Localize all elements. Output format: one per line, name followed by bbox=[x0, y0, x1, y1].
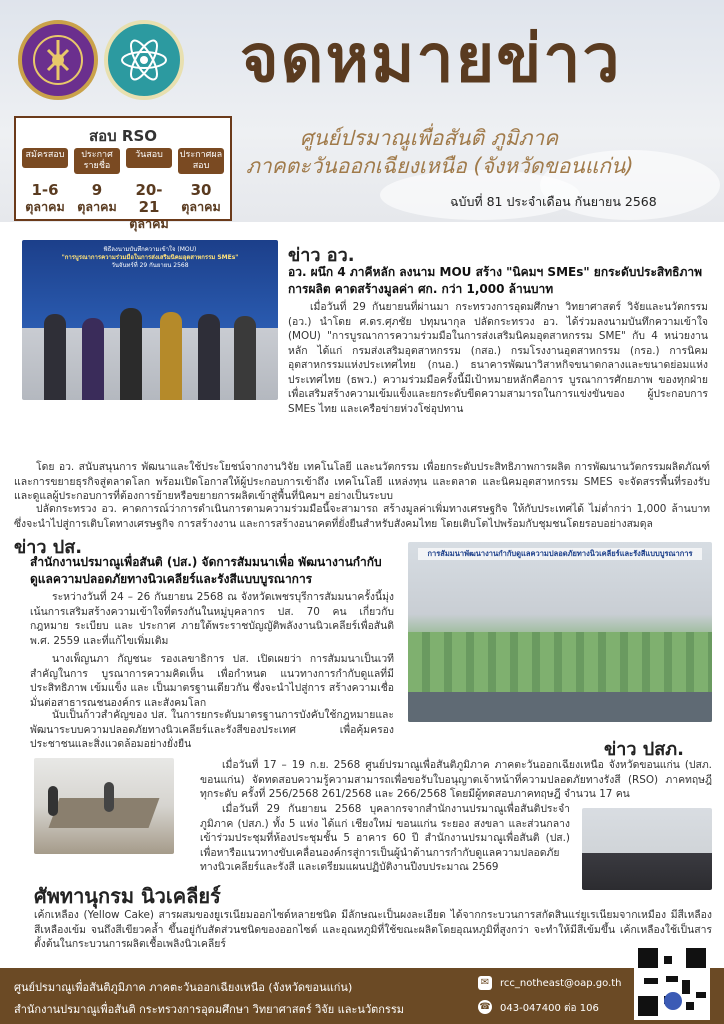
footer bbox=[0, 968, 724, 1024]
glossary-heading: ศัพทานุกรม นิวเคลียร์ bbox=[34, 884, 221, 908]
ps-banner-text: การสัมมนาพัฒนางานกำกับดูแลความปลอดภัยทางนิวเคลียร์และรังสีแบบบูรณาการ bbox=[418, 548, 702, 560]
section-heading-ps: ข่าว ปส. bbox=[14, 537, 83, 558]
regional-meeting-photo bbox=[582, 808, 712, 890]
footer-email[interactable]: rcc_notheast@oap.go.th bbox=[500, 978, 622, 989]
rso-col-month: ตุลาคม bbox=[25, 199, 65, 214]
aw-paragraph-3: ปลัดกระทรวง อว. คาดการณ์ว่าการดำเนินการตามความร่วมมือนี้จะสามารถ สร้างมูลค่าเพิ่มทางเศรษฐกิจ ให้กับประเทศได้ ไม่ต่ำกว่า 1,000 ล้านบาท ซึ่งจะนำไปสู่การเติบโตทางเศรษฐกิจ การสร้างงาน และการสร้างอนาคตที่ยั่งยืนสำหรับสังคมไทย โดยเติบโตไปพร้อมกับชุมชนโดยรอบอย่างสมดุล bbox=[14, 503, 710, 530]
oap-logo bbox=[18, 20, 98, 100]
ps-paragraph-2: นางเพ็ญนภา กัญชนะ รองเลขาธิการ ปส. เปิดเผยว่า การสัมมนาเป็นเวทีสำคัญในการ บูรณาการความคิดเห็น เพื่อกำหนด แนวทางการกำกับดูแลที่มีประสิทธิภาพ เข้มแข็ง และ เป็นมาตรฐานเดียวกัน ซึ่งจะนำไปสู่การ สร้างความเชื่อมั่นต่อสาธารณชนองค์กร และสังคมโลก bbox=[30, 653, 394, 709]
rso-col-value: 9 bbox=[91, 181, 103, 199]
rso-col-exam bbox=[126, 148, 172, 231]
email-icon: ✉ bbox=[478, 976, 492, 990]
ps-headline: สำนักงานปรมาณูเพื่อสันติ (ปส.) จัดการสัมมนาเพื่อ พัฒนางานกำกับดูแลความปลอดภัยทางนิวเคลียร์และรังสีแบบบูรณาการ bbox=[30, 555, 382, 586]
aw-headline: อว. ผนึก 4 ภาคีหลัก ลงนาม MOU สร้าง "นิคมฯ SMEs" ยกระดับประสิทธิภาพการผลิต คาดสร้างมูลค่า ศก. กว่า 1,000 ล้านบาท bbox=[288, 265, 703, 296]
rso-col-head: สมัครสอบ bbox=[22, 148, 68, 168]
ps-paragraph-1: ระหว่างวันที่ 24 – 26 กันยายน 2568 ณ จังหวัดเพชรบุรีการสัมมนาครั้งนี้มุ่งเน้นการเสริมสร้างความเข้าใจที่ตรงกันในหมู่บุคลากร ปส. 70 คน เกี่ยวกับ กฎหมาย ระเบียบ และ ประกาศ ภายใต้พระราชบัญญัติพลังงานนิวเคลียร์เพื่อสันติ พ.ศ. 2559 และที่แก้ไขเพิ่มเติม bbox=[30, 591, 394, 647]
rso-schedule-box bbox=[14, 116, 232, 231]
rso-title: สอบ RSO bbox=[88, 127, 157, 145]
psk-paragraph-2: เมื่อวันที่ 29 กันยายน 2568 บุคลากรจากสำนักงานปรมาณูเพื่อสันติประจำภูมิภาค (ปสภ.) ทั้ง 5 แห่ง ได้แก่ เชียงใหม่ ขอนแก่น ระยอง สงขลา และส่วนกลาง เข้าร่วมประชุมที่ห้องประชุมชั้น 5 อาคาร 60 ปี สำนักงานปรมาณูเพื่อสันติ (ปส.) เพื่อหารือแนวทางขับเคลื่อนองค์กรสู่การเป็นผู้นำด้านการกำกับดูแลความปลอดภัยทางนิวเคลียร์และรังสี และเตรียมแผนปฏิบัติงานปีงบประมาณ 2569 bbox=[200, 803, 570, 873]
rso-col-value: 30 bbox=[190, 181, 212, 199]
ps-paragraph-3: นับเป็นก้าวสำคัญของ ปส. ในการยกระดับมาตรฐานการบังคับใช้กฎหมายและพัฒนาระบบความปลอดภัยทางนิวเคลียร์และรังสีของประเทศ เพื่อคุ้มครองประชาชนและสิ่งแวดล้อมอย่างยั่งยืน bbox=[30, 709, 394, 750]
footer-line1: ศูนย์ปรมาณูเพื่อสันติภูมิภาค ภาคตะวันออกเฉียงเหนือ (จังหวัดขอนแก่น) bbox=[14, 981, 353, 994]
section-heading-psk: ข่าว ปสภ. bbox=[604, 739, 684, 760]
footer-line2: สำนักงานปรมาณูเพื่อสันติ กระทรวงการอุดมศึกษา วิทยาศาสตร์ วิจัย และนวัตกรรม bbox=[14, 1003, 404, 1016]
section-heading-aw: ข่าว อว. bbox=[288, 245, 355, 266]
qr-code[interactable] bbox=[634, 944, 710, 1020]
rso-exam-photo bbox=[34, 758, 174, 854]
subtitle-line1: ศูนย์ปรมาณูเพื่อสันติ ภูมิภาค bbox=[300, 126, 559, 150]
rso-col-month: ตุลาคม bbox=[129, 216, 169, 231]
rso-col-apply bbox=[22, 148, 68, 214]
psk-paragraph-1: เมื่อวันที่ 17 – 19 ก.ย. 2568 ศูนย์ปรมาณูเพื่อสันติภูมิภาค ภาคตะวันออกเฉียงเหนือ จังหวัดขอนแก่น (ปสภ. ขอนแก่น) จัดทดสอบความรู้ความสามารถเพื่อขอรับใบอนุญาตเจ้าหน้าที่ความปลอดภัยทางรังสี (RSO) ภาคทฤษฎี ทุกระดับ ครั้งที่ 256/2568 261/2568 และ 266/2568 โดยมีผู้ทดสอบภาคทฤษฎี จำนวน 17 คน bbox=[200, 759, 712, 800]
mou-signing-photo bbox=[22, 240, 278, 400]
rso-col-value: 20-21 bbox=[135, 181, 163, 216]
banner-line: "การบูรณาการความร่วมมือในการส่งเสริมนิคมอุตสาหกรรม SMEs" bbox=[61, 254, 239, 261]
rso-col-month: ตุลาคม bbox=[181, 199, 221, 214]
footer-phone: 043-047400 ต่อ 106 bbox=[500, 1003, 599, 1014]
rso-col-head: ประกาศผลสอบ bbox=[178, 148, 224, 174]
rso-col-announce bbox=[74, 148, 120, 214]
rso-col-value: 1-6 bbox=[31, 181, 59, 199]
ps-seminar-photo bbox=[408, 542, 712, 722]
phone-icon: ☎ bbox=[479, 1002, 491, 1012]
rso-col-head: ประกาศรายชื่อ bbox=[74, 148, 120, 174]
banner-line: วันจันทร์ที่ 29 กันยายน 2568 bbox=[111, 262, 189, 269]
aw-paragraph-2: โดย อว. สนับสนุนการ พัฒนาและใช้ประโยชน์จากงานวิจัย เทคโนโลยี และนวัตกรรม เพื่อยกระดับประสิทธิภาพการผลิต การพัฒนานวัตกรรมผลิตภัณฑ์ และการขยายธุรกิจสู่ตลาดโลก พร้อมเปิดโอกาสให้ผู้ประกอบการเข้าถึง เทคโนโลยี แหล่งทุน และตลาด และนิคมอุตสาหกรรม SMES จะจัดสรรพื้นที่รองรับและดูแลผู้ประกอบการที่ต้องการย้ายหรือขยายการผลิตเข้าสู่พื้นที่นิคมฯ อย่างเป็นระบบ bbox=[14, 461, 710, 502]
banner-line: พิธีลงนามบันทึกความเข้าใจ (MOU) bbox=[103, 246, 197, 253]
atoms-for-peace-logo bbox=[104, 20, 184, 100]
rso-col-month: ตุลาคม bbox=[77, 199, 117, 214]
photo-banner-text bbox=[28, 246, 272, 270]
aw-paragraph-1: เมื่อวันที่ 29 กันยายนที่ผ่านมา กระทรวงการอุดมศึกษา วิทยาศาสตร์ วิจัยและนวัตกรรม (อว.) นำโดย ศ.ดร.ศุภชัย ปทุมนากุล ปลัดกระทรวง อว. ได้ร่วมลงนามบันทึกความเข้าใจ (MOU) "การบูรณาการความร่วมมือในการส่งเสริมนิคมอุตสาหกรรม SME" กับ 4 หน่วยงานหลัก ได้แก่ กรมส่งเสริมอุตสาหกรรม (กสอ.) กรมโรงงานอุตสาหกรรม (กรอ.) การนิคมอุตสาหกรรมแห่งประเทศไทย (กนอ.) ธนาคารพัฒนาวิสาหกิจขนาดกลางและขนาดย่อมแห่งประเทศไทย (ธพว.) ความร่วมมือครั้งนี้มีเป้าหมายหลักคือการ บูรณาการศักยภาพ ของทุกฝ่าย เพื่อเสริมสร้างความเข้มแข็งและยกระดับขีดความสามารถในการแข่งขันของ ผู้ประกอบการ SMEs ไทย และเครือข่ายห่วงโซ่อุปทาน bbox=[288, 301, 708, 415]
glossary-text: เค้กเหลือง (Yellow Cake) สารผสมของยูเรเนียมออกไซด์หลายชนิด มีลักษณะเป็นผงละเอียด ได้จากกระบวนการสกัดสินแร่ยูเรเนียมจากเหมือง มีสีเหลือง สีเหลืองเข้ม จนถึงสีเขียวคล้ำ ขึ้นอยู่กับสัดส่วนชนิดของออกไซด์ และอุณหภูมิที่ใช้ขณะผลิตโดยอุณหภูมิที่สูงกว่า จะทำให้มีสีเข้มขึ้น เค้กเหลืองใช้เป็นสารตั้งต้นในกระบวนการผลิตเชื้อเพลิงนิวเคลียร์ bbox=[34, 909, 712, 950]
newsletter-title: จดหมายข่าว bbox=[240, 20, 622, 97]
subtitle-line2: ภาคตะวันออกเฉียงเหนือ (จังหวัดขอนแก่น) bbox=[246, 154, 634, 178]
rso-col-result bbox=[178, 148, 224, 214]
issue-number: ฉบับที่ 81 ประจำเดือน กันยายน 2568 bbox=[450, 194, 657, 209]
rso-col-head: วันสอบ bbox=[126, 148, 172, 168]
